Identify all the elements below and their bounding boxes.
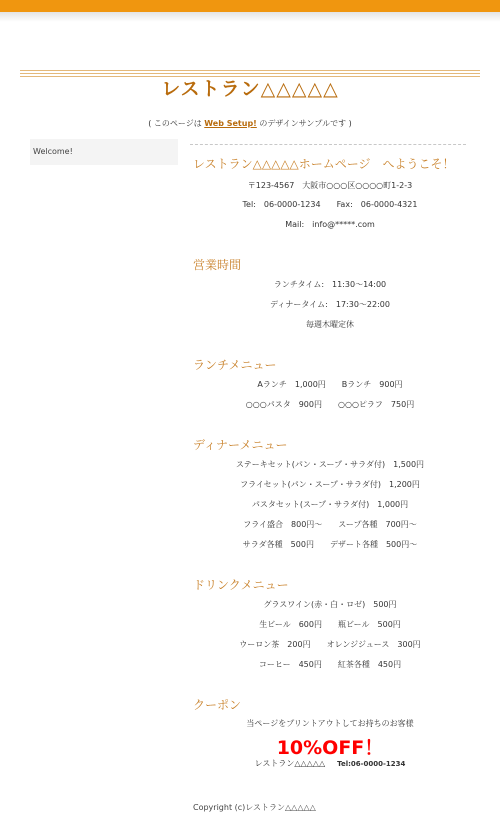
dinner-item-line: フライ盛合 800円～ スープ各種 700円～ bbox=[243, 520, 417, 529]
hours-line: ディナータイム: 17:30～22:00 bbox=[269, 300, 390, 309]
dinner-heading: ディナーメニュー bbox=[193, 438, 288, 452]
drink-item-line: ウーロン茶 200円 オレンジジュース 300円 bbox=[239, 640, 421, 649]
tagline-prefix: ( このページは bbox=[148, 119, 205, 128]
tagline-suffix: のデザインサンプルです ) bbox=[256, 119, 352, 128]
drink-item-line: コーヒー 450円 紅茶各種 450円 bbox=[258, 660, 402, 669]
hours-line: ランチタイム: 11:30～14:00 bbox=[273, 280, 387, 289]
welcome-heading: レストラン△△△△△ホームページ へようこそ！ bbox=[193, 157, 455, 171]
coupon-offer: 10%OFF！ bbox=[276, 737, 384, 759]
sidebar-welcome-text: Welcome! bbox=[33, 147, 73, 156]
footer-copyright: Copyright (c)レストラン△△△△△ bbox=[193, 803, 316, 812]
web-setup-link[interactable]: Web Setup! bbox=[204, 119, 257, 128]
top-bar-shadow bbox=[0, 12, 500, 22]
drink-item-line: 生ビール 600円 瓶ビール 500円 bbox=[259, 620, 401, 629]
sidebar-welcome-box bbox=[30, 139, 178, 165]
dinner-item-line: パスタセット(スープ・サラダ付) 1,000円 bbox=[251, 500, 409, 509]
coupon-shop-name: レストラン△△△△△ bbox=[254, 759, 326, 768]
dinner-item-line: サラダ各種 500円 デザート各種 500円～ bbox=[242, 540, 418, 549]
hours-heading: 営業時間 bbox=[193, 258, 242, 272]
mail-line: Mail: info@*****.com bbox=[285, 220, 375, 229]
coupon-heading: クーポン bbox=[193, 698, 242, 712]
lunch-heading: ランチメニュー bbox=[193, 358, 277, 372]
dinner-item-line: フライセット(パン・スープ・サラダ付) 1,200円 bbox=[240, 480, 420, 489]
lunch-item-line: ○○○パスタ 900円 ○○○ピラフ 750円 bbox=[245, 400, 415, 409]
site-title: レストラン△△△△△ bbox=[161, 78, 339, 100]
lunch-item-line: Aランチ 1,000円 Bランチ 900円 bbox=[257, 380, 403, 389]
top-bar bbox=[0, 0, 500, 12]
coupon-shop-tel: Tel:06-0000-1234 bbox=[337, 760, 406, 768]
tel-fax-line: Tel: 06-0000-1234 Fax: 06-0000-4321 bbox=[242, 200, 418, 209]
hours-line: 毎週木曜定休 bbox=[306, 320, 354, 329]
content-divider bbox=[190, 144, 466, 145]
coupon-note: 当ページをプリントアウトしてお持ちのお客様 bbox=[246, 719, 414, 728]
tagline bbox=[0, 118, 500, 129]
address-line: 〒123-4567 大阪市○○○区○○○○町1-2-3 bbox=[247, 181, 413, 190]
drink-item-line: グラスワイン(赤・白・ロゼ) 500円 bbox=[263, 600, 397, 609]
drinks-heading: ドリンクメニュー bbox=[193, 578, 289, 592]
dinner-item-line: ステーキセット(パン・スープ・サラダ付) 1,500円 bbox=[235, 460, 425, 469]
coupon-shop-info bbox=[180, 758, 480, 769]
